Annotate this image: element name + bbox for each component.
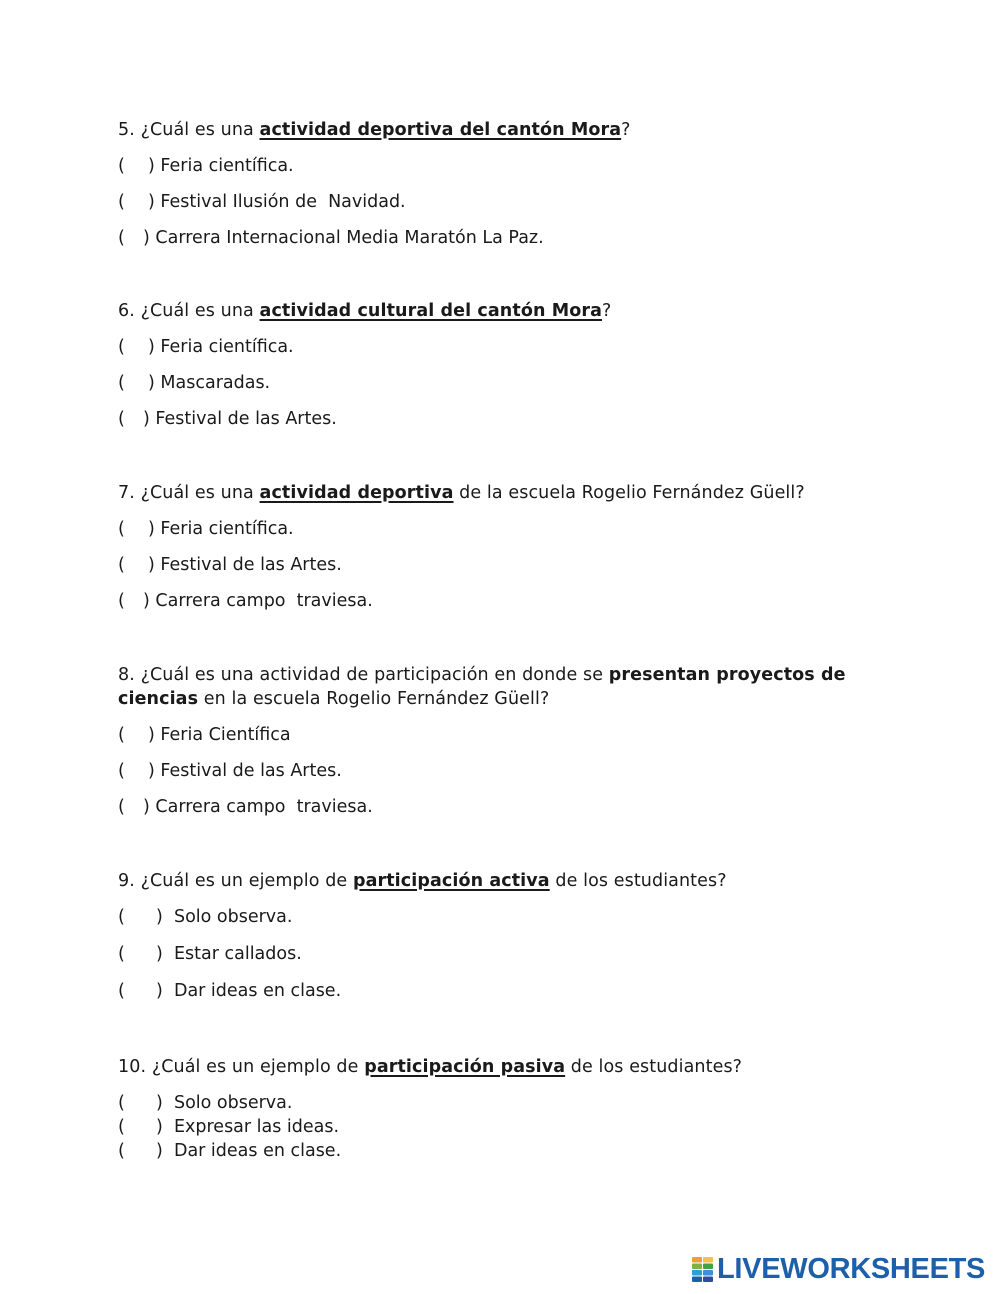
question-text: 5. ¿Cuál es una actividad deportiva del cantón Mora? xyxy=(118,120,631,140)
option-row[interactable]: ( ) Mascaradas. xyxy=(118,373,271,393)
option-row[interactable]: ( ) Solo observa. xyxy=(118,1093,293,1113)
option-row[interactable]: ( ) Carrera campo traviesa. xyxy=(118,797,373,817)
question-9 xyxy=(118,869,878,1015)
option-row[interactable]: ( ) Feria científica. xyxy=(118,519,294,539)
question-8 xyxy=(118,663,863,831)
option-row[interactable]: ( ) Expresar las ideas. xyxy=(118,1117,340,1137)
option-row[interactable]: ( ) Feria científica. xyxy=(118,156,294,176)
option-row[interactable]: ( ) Dar ideas en clase. xyxy=(118,1141,342,1161)
question-7 xyxy=(118,481,878,625)
question-text: 9. ¿Cuál es un ejemplo de participación activa de los estudiantes? xyxy=(118,871,727,891)
option-row[interactable]: ( ) Feria Científica xyxy=(118,725,291,745)
option-row[interactable]: ( ) Carrera campo traviesa. xyxy=(118,591,373,611)
option-row[interactable]: ( ) Solo observa. xyxy=(118,907,293,927)
question-text: 6. ¿Cuál es una actividad cultural del cantón Mora? xyxy=(118,301,612,321)
liveworksheets-logo-text: LIVEWORKSHEETS xyxy=(717,1253,986,1285)
question-text: 8. ¿Cuál es una actividad de participación en donde se presentan proyectos de ciencias en la escuela Rogelio Fernández Güell? xyxy=(118,665,846,709)
option-row[interactable]: ( ) Festival Ilusión de Navidad. xyxy=(118,192,406,212)
option-row[interactable]: ( ) Carrera Internacional Media Maratón La Paz. xyxy=(118,228,544,248)
question-text: 10. ¿Cuál es un ejemplo de participación pasiva de los estudiantes? xyxy=(118,1057,743,1077)
question-text: 7. ¿Cuál es una actividad deportiva de la escuela Rogelio Fernández Güell? xyxy=(118,483,805,503)
liveworksheets-logo-icon xyxy=(692,1256,714,1282)
question-6 xyxy=(118,299,878,443)
option-row[interactable]: ( ) Estar callados. xyxy=(118,944,302,964)
option-row[interactable]: ( ) Dar ideas en clase. xyxy=(118,981,342,1001)
option-row[interactable]: ( ) Festival de las Artes. xyxy=(118,761,342,781)
question-10 xyxy=(118,1055,878,1163)
option-row[interactable]: ( ) Festival de las Artes. xyxy=(118,409,337,429)
option-row[interactable]: ( ) Feria científica. xyxy=(118,337,294,357)
option-row[interactable]: ( ) Festival de las Artes. xyxy=(118,555,342,575)
liveworksheets-logo xyxy=(692,1254,985,1284)
question-5 xyxy=(118,118,878,262)
